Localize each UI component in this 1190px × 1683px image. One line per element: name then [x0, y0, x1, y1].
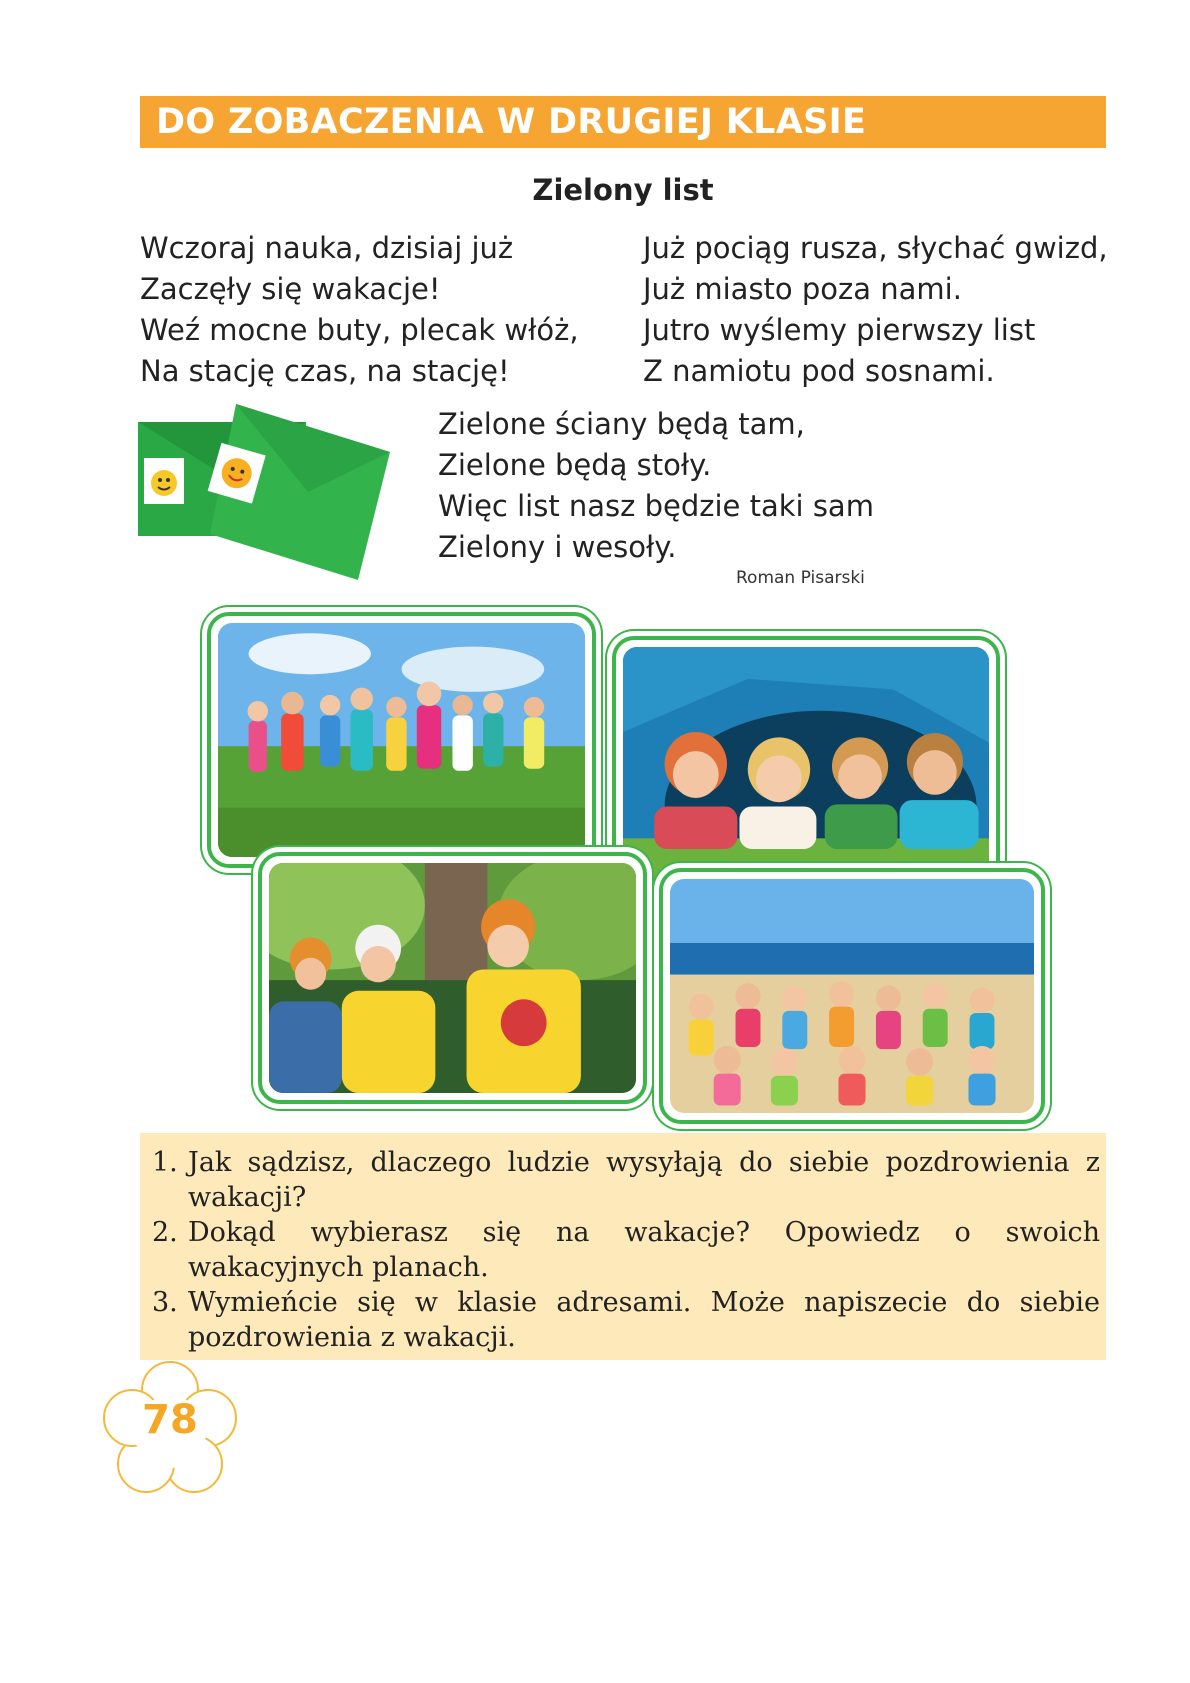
- poem-line: Zielony i wesoły.: [438, 530, 677, 564]
- poem-stanza-1: [140, 228, 579, 392]
- chapter-title: DO ZOBACZENIA W DRUGIEJ KLASIE: [156, 102, 867, 142]
- page-number: 78: [142, 1397, 198, 1443]
- green-envelopes-icon: [138, 404, 398, 582]
- poem-line: Wczoraj nauka, dzisiaj już: [140, 231, 514, 265]
- poem-line: Już miasto poza nami.: [643, 272, 962, 306]
- question-number: 1.: [152, 1147, 178, 1178]
- question-number: 2.: [152, 1217, 178, 1248]
- poem-stanza-2: [643, 228, 1108, 392]
- poem-line: Zaczęły się wakacje!: [140, 272, 441, 306]
- poem-stanza-3: [438, 404, 874, 568]
- question-text: Jak sądzisz, dlaczego ludzie wysyłają do siebie pozdrowienia z wakacji?: [188, 1147, 1100, 1213]
- poem-line: Zielone ściany będą tam,: [438, 407, 805, 441]
- children-running-photo: [207, 612, 596, 868]
- children-in-tent-photo: [612, 636, 1000, 894]
- poem-title: Zielony list: [532, 173, 714, 207]
- poem-line: Więc list nasz będzie taki sam: [438, 489, 874, 523]
- poem-line: Zielone będą stoły.: [438, 448, 712, 482]
- poem-author: Roman Pisarski: [736, 568, 865, 588]
- question-number: 3.: [152, 1287, 178, 1318]
- question-text: Wymieńcie się w klasie adresami. Może napiszecie do siebie pozdrowienia z wakacji.: [188, 1287, 1100, 1353]
- poem-line: Weź mocne buty, plecak włóż,: [140, 313, 579, 347]
- question-text: Dokąd wybierasz się na wakacje? Opowiedz o swoich wakacyjnych planach.: [188, 1217, 1100, 1283]
- children-on-beach-photo: [659, 868, 1045, 1124]
- poem-line: Z namiotu pod sosnami.: [643, 354, 995, 388]
- children-climbing-photo: [258, 852, 647, 1104]
- poem-line: Jutro wyślemy pierwszy list: [643, 313, 1036, 347]
- poem-line: Już pociąg rusza, słychać gwizd,: [643, 231, 1108, 265]
- poem-line: Na stację czas, na stację!: [140, 354, 510, 388]
